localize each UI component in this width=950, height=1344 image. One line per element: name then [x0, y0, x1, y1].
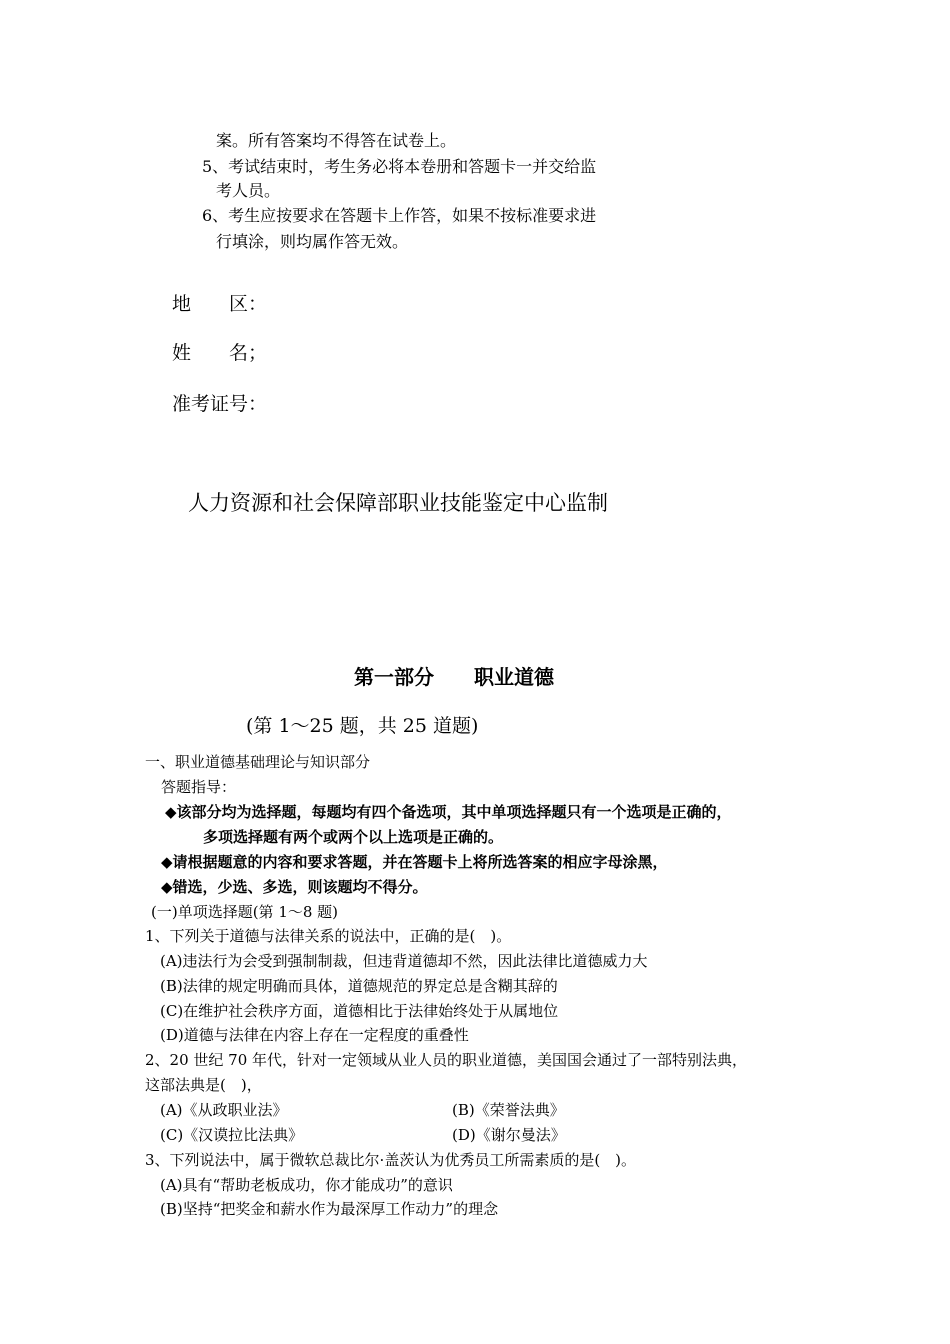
instruction-line: 考人员。	[216, 181, 281, 200]
guide-bullet-continued: 多项选择题有两个或两个以上选项是正确的。	[203, 828, 504, 846]
part-title: 第一部分 职业道德	[354, 665, 554, 689]
question-stem-continued: 这部法典是( )，	[145, 1076, 262, 1094]
guide-bullet: ◆请根据题意的内容和要求答题，并在答题卡上将所选答案的相应字母涂黑，	[161, 853, 668, 871]
guide-bullet: ◆该部分均为选择题，每题均有四个备选项，其中单项选择题只有一个选项是正确的，	[165, 803, 732, 821]
question-option: (B)《荣誉法典》	[452, 1101, 565, 1119]
question-option: (A)《从政职业法》	[160, 1101, 288, 1119]
question-stem: 3、下列说法中，属于微软总裁比尔·盖茨认为优秀员工所需素质的是( )。	[145, 1151, 637, 1169]
subsection-heading: (一)单项选择题(第 1～8 题)	[151, 903, 339, 921]
question-option: (A)违法行为会受到强制制裁，但违背道德却不然，因此法律比道德威力大	[160, 952, 648, 970]
section-heading: 一、职业道德基础理论与知识部分	[145, 753, 371, 771]
instruction-line: 行填涂，则均属作答无效。	[216, 232, 409, 251]
question-option: (A)具有“帮助老板成功，你才能成功”的意识	[160, 1176, 453, 1194]
question-option: (B)法律的规定明确而具体，道德规范的界定总是含糊其辞的	[160, 977, 558, 995]
guide-label: 答题指导：	[161, 778, 237, 796]
question-stem: 1、下列关于道德与法律关系的说法中，正确的是( )。	[145, 927, 512, 945]
question-option: (D)《谢尔曼法》	[452, 1126, 566, 1144]
question-option: (C)在维护社会秩序方面，道德相比于法律始终处于从属地位	[160, 1002, 559, 1020]
name-field-label: 姓 名；	[172, 342, 268, 364]
question-option: (D)道德与法律在内容上存在一定程度的重叠性	[160, 1026, 469, 1044]
ticket-number-field-label: 准考证号：	[172, 393, 268, 415]
supervisor-line: 人力资源和社会保障部职业技能鉴定中心监制	[188, 491, 608, 515]
instruction-line: 6、考生应按要求在答题卡上作答，如果不按标准要求进	[202, 206, 597, 225]
question-option: (B)坚持“把奖金和薪水作为最深厚工作动力”的理念	[160, 1200, 499, 1218]
guide-bullet: ◆错选，少选、多选，则该题均不得分。	[161, 878, 428, 896]
question-option: (C)《汉谟拉比法典》	[160, 1126, 304, 1144]
instruction-line: 5、考试结束时，考生务必将本卷册和答题卡一并交给监	[202, 157, 597, 176]
question-stem: 2、20 世纪 70 年代，针对一定领域从业人员的职业道德，美国国会通过了一部特别法典，	[145, 1051, 748, 1069]
instruction-line: 案。所有答案均不得答在试卷上。	[216, 131, 457, 150]
part-subtitle: (第 1～25 题，共 25 道题)	[246, 715, 479, 737]
region-field-label: 地 区：	[172, 293, 268, 315]
